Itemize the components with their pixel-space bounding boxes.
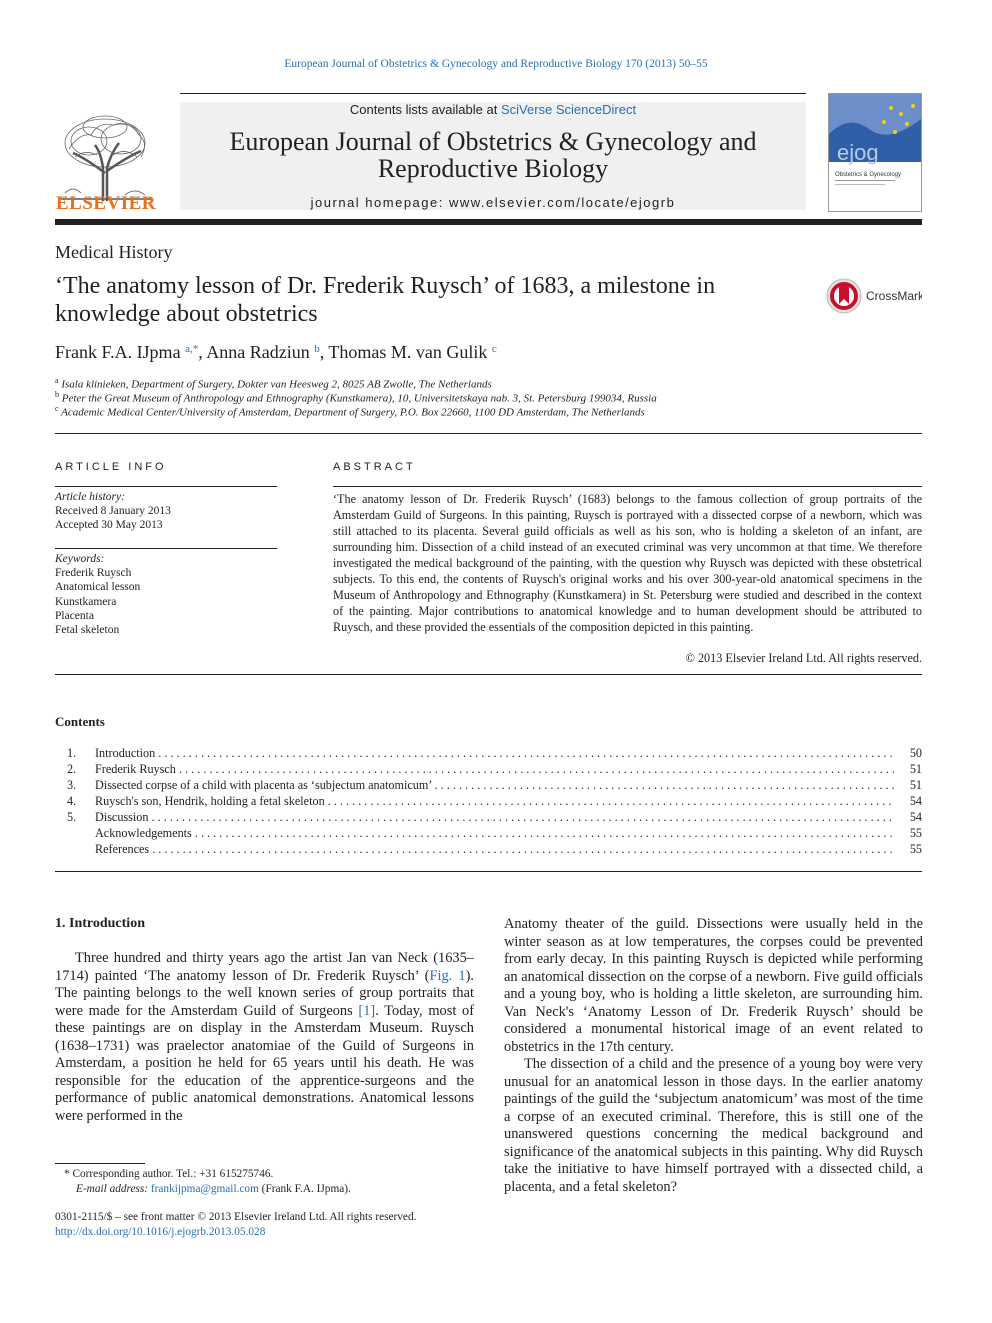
- toc-page: 54: [909, 810, 922, 824]
- keyword: Kunstkamera: [55, 596, 117, 608]
- cover-logo-text: ejog: [837, 140, 879, 165]
- article-section-label: Medical History: [55, 242, 173, 262]
- toc-title: Introduction . . .: [95, 746, 894, 761]
- toc-number: 5.: [67, 810, 77, 824]
- email-note: [76, 1182, 351, 1197]
- toc-title: Discussion . . .: [95, 810, 894, 825]
- affiliation-marker: c: [55, 404, 59, 413]
- footnote-rule: [55, 1163, 145, 1164]
- affiliation-b: [55, 390, 657, 405]
- toc-entry[interactable]: [55, 842, 922, 858]
- author-name: Thomas M. van Gulik: [328, 342, 488, 362]
- journal-title: [180, 128, 806, 182]
- keywords-rule: [55, 548, 277, 549]
- affiliations-rule: [55, 433, 922, 434]
- author-separator: ,: [198, 342, 207, 362]
- article-title: [55, 272, 815, 328]
- toc-entry[interactable]: [55, 778, 922, 794]
- email-label: E-mail address:: [76, 1183, 151, 1195]
- email-suffix: (Frank F.A. IJpma).: [258, 1183, 351, 1195]
- toc-entry[interactable]: [55, 746, 922, 762]
- author-separator: ,: [319, 342, 329, 362]
- contents-rule: [55, 871, 922, 872]
- contents-prefix: Contents lists available at: [349, 102, 501, 117]
- journal-citation[interactable]: European Journal of Obstetrics & Gynecology and Reproductive Biology 170 (2013) 50–55: [284, 58, 708, 70]
- author-2[interactable]: [206, 342, 319, 362]
- toc-page: 55: [909, 842, 922, 856]
- author-sup[interactable]: a,*: [185, 343, 199, 355]
- toc-number: 2.: [67, 762, 77, 776]
- author-name: Frank F.A. IJpma: [55, 342, 181, 362]
- email-link[interactable]: frankijpma@gmail.com: [150, 1183, 259, 1195]
- body-column-left: [55, 950, 474, 1125]
- introduction-heading: 1. Introduction: [55, 916, 145, 931]
- article-title-line1: ‘The anatomy lesson of Dr. Frederik Ruysch’ of 1683, a milestone in: [55, 273, 716, 299]
- crossmark-label: CrossMark: [866, 289, 922, 303]
- corresponding-author-note: * Corresponding author. Tel.: +31 615275746.: [64, 1168, 274, 1180]
- article-info-rule: [55, 486, 277, 487]
- article-history-label: Article history:: [55, 491, 125, 503]
- issn-line: 0301-2115/$ – see front matter © 2013 Elsevier Ireland Ltd. All rights reserved.: [55, 1211, 417, 1223]
- body-text: Three hundred and thirty years ago the artist Jan van Neck (1635–1714) painted ‘The anatomy lesson of Dr. Frederik Ruysch’ (: [55, 950, 474, 984]
- abstract-rule: [333, 486, 922, 487]
- crossmark-icon: [826, 276, 922, 316]
- journal-homepage[interactable]: journal homepage: www.elsevier.com/locate/ejogrb: [310, 195, 676, 210]
- toc-page: 51: [909, 762, 922, 776]
- contents-available-line: [180, 102, 806, 117]
- toc-number: 1.: [67, 746, 77, 760]
- doi-link[interactable]: http://dx.doi.org/10.1016/j.ejogrb.2013.05.028: [55, 1226, 266, 1238]
- keyword: Fetal skeleton: [55, 624, 120, 636]
- toc-page: 55: [909, 826, 922, 840]
- sciencedirect-link[interactable]: SciVerse ScienceDirect: [500, 102, 637, 117]
- toc-page: 54: [909, 794, 922, 808]
- toc-title: Dissected corpse of a child with placenta as ‘subjectum anatomicum’ . . .: [95, 778, 894, 793]
- toc-entry[interactable]: [55, 826, 922, 842]
- affiliation-text: Isala klinieken, Department of Surgery, Dokter van Heesweg 2, 8025 AB Zwolle, The Netherlands: [61, 378, 492, 391]
- author-1[interactable]: [55, 342, 198, 362]
- abstract-copyright: © 2013 Elsevier Ireland Ltd. All rights reserved.: [685, 651, 922, 665]
- body-text: ). The painting belongs to the well known series of group portraits that were made for the Amsterdam Guild of Surgeons: [55, 967, 474, 1019]
- toc-number: 4.: [67, 794, 77, 808]
- keyword: Anatomical lesson: [55, 581, 141, 593]
- contents-heading: Contents: [55, 714, 105, 729]
- author-list: [55, 342, 497, 363]
- header-thick-rule: [55, 219, 922, 225]
- toc-title: Frederik Ruysch . . .: [95, 762, 894, 777]
- received-date: Received 8 January 2013: [55, 505, 171, 517]
- affiliation-text: Academic Medical Center/University of Amsterdam, Department of Surgery, P.O. Box 22660, 1100 DD Amsterdam, The Netherlands: [61, 406, 645, 419]
- toc-page: 51: [909, 778, 922, 792]
- figure-link[interactable]: Fig. 1: [429, 967, 466, 984]
- body-text: . Today, most of these paintings are on display in the Amsterdam Museum. Ruysch (1638–1731) was praelector anatomiae of the Guild of Surgeons in Amsterdam, a position he held for 65 years until his death. He was responsible for the education of the apprentice-surgeons and the performance of public anatomical demonstrations. Anatomical lessons were performed in the: [55, 1002, 475, 1124]
- affiliation-c: [55, 404, 645, 419]
- author-name: Anna Radziun: [206, 342, 310, 362]
- elsevier-wordmark: ELSEVIER: [55, 193, 157, 214]
- journal-cover-thumbnail[interactable]: [828, 93, 922, 212]
- reference-link[interactable]: [1]: [358, 1002, 376, 1019]
- journal-title-line1: European Journal of Obstetrics & Gynecology and: [229, 127, 757, 156]
- accepted-date: Accepted 30 May 2013: [55, 519, 163, 531]
- toc-entry[interactable]: [55, 794, 922, 810]
- article-info-heading: ARTICLE INFO: [55, 461, 167, 473]
- keyword: Frederik Ruysch: [55, 567, 132, 579]
- toc-page: 50: [909, 746, 922, 760]
- affiliation-marker: b: [55, 390, 59, 399]
- body-column-right: [504, 916, 923, 1196]
- abstract-heading: ABSTRACT: [333, 461, 416, 473]
- affiliation-a: [55, 376, 492, 391]
- keywords-label: Keywords:: [55, 553, 105, 565]
- journal-title-line2: Reproductive Biology: [377, 154, 609, 183]
- toc-title: Acknowledgements . . .: [95, 826, 894, 841]
- cover-subtitle: Obstetrics & Gynecology: [835, 172, 902, 178]
- abstract-text: ‘The anatomy lesson of Dr. Frederik Ruysch’ (1683) belongs to the famous collection of group portraits of the Amsterdam Guild of Surgeons. In this painting, Ruysch is portrayed with a dissected corpse of a newborn, which was still attached to its placenta. Several guild officials as well as his son, who is holding a skeleton of an infant, are surrounding him. Dissection of a child instead of an executed criminal was very uncommon at that time. We therefore investigated the medical background of the painting, with the question why Ruysch was depicted with these obstetrical subjects. To this end, the contents of Ruysch's original works and his over 300-year-old anatomical specimens in the Museum of Anthropology and Ethnography (Kunstkamera) in St. Petersburg were studied and described in the context of the painting. Major contributions to anatomical knowledge and to human development should be attributed to Ruysch, and these provided the essentials of the composition depicted in this painting.: [333, 492, 922, 634]
- toc-entry[interactable]: [55, 810, 922, 826]
- header-rule: [180, 93, 806, 94]
- toc-title: Ruysch's son, Hendrik, holding a fetal skeleton . . .: [95, 794, 894, 809]
- author-sup[interactable]: b: [314, 343, 320, 355]
- intro-paragraph-2: The dissection of a child and the presence of a young boy were very unusual for an anatomical lesson in those days. In the earlier anatomy paintings of the guild the ‘subjectum anatomicum’ was most of the time a corpse of an executed criminal. Therefore, this is still one of the unanswered questions concerning the medical background and significance of the anatomical subjects in this painting. Why did Ruysch take the initiative to have himself portrayed with a dissected child, a placenta, and a fetal skeleton?: [504, 1056, 923, 1195]
- keyword: Placenta: [55, 610, 94, 622]
- toc-number: 3.: [67, 778, 77, 792]
- journal-cover-art: [829, 94, 921, 211]
- article-title-line2: knowledge about obstetrics: [55, 301, 318, 327]
- abstract-end-rule: [55, 674, 922, 675]
- crossmark-badge[interactable]: [826, 276, 922, 316]
- toc-title: References . . .: [95, 842, 894, 857]
- author-3[interactable]: [328, 342, 496, 362]
- toc-entry[interactable]: [55, 762, 922, 778]
- affiliation-marker: a: [55, 376, 59, 385]
- affiliation-text: Peter the Great Museum of Anthropology and Ethnography (Kunstkamera), 10, Universitetskaya nab. 3, St. Petersburg 199034, Russia: [61, 392, 657, 405]
- intro-paragraph-1-continued: Anatomy theater of the guild. Dissections were usually held in the winter season as at low temperatures, the corpses could be prevented from early decay. In this painting Ruysch is depicted while performing an anatomical dissection on the corpse of a newborn. Five guild officials and a young boy, who is holding a little skeleton, are surrounding him. Van Neck's ‘Anatomy Lesson of Dr. Frederik Ruysch’ should be considered a monumental historical image of an event related to obstetrics in the 17th century.: [504, 916, 923, 1055]
- intro-paragraph-1: [55, 950, 474, 1125]
- author-sup[interactable]: c: [491, 343, 497, 355]
